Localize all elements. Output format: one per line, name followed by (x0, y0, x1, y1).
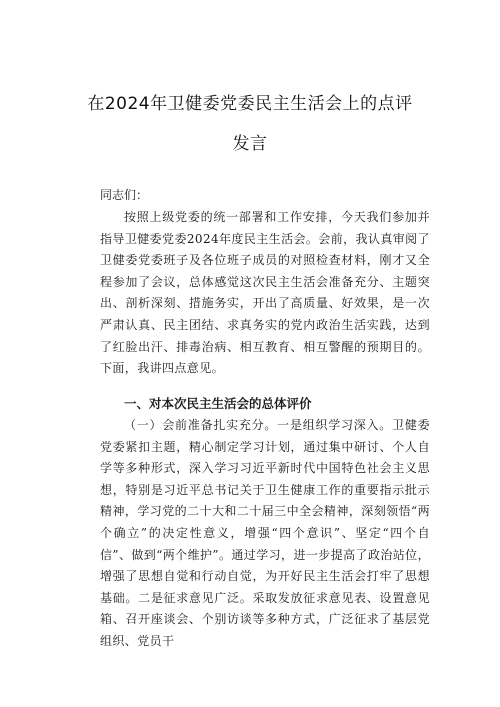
paragraph-evaluation: （一）会前准备扎实充分。一是组织学习深入。卫健委党委紧扣主题，精心制定学习计划，通过集中研讨、个人自学等多种形式，深入学习习近平新时代中国特色社会主义思想，特别是习近平总书记关于卫生健康工作的重要指示批示精神，学习党的二十大和二十届三中全会精神，深刻领悟“两个确立”的决定性意义，增强“四个意识”、坚定“四个自信”、做到“两个维护”。通过学习，进一步提高了政治站位，增强了思想自觉和行动自觉，为开好民主生活会打牢了思想基础。二是征求意见广泛。采取发放征求意见表、设置意见箱、召开座谈会、个别访谈等多种方式，广泛征求了基层党组织、党员干 (100, 418, 430, 648)
document-title-line1: 在2024年卫健委党委民主生活会上的点评 (87, 94, 413, 114)
paragraph-intro: 按照上级党委的统一部署和工作安排，今天我们参加并指导卫健委党委2024年度民主生活会。会前，我认真审阅了卫健委党委班子及各位班子成员的对照检查材料，刚才又全程参加了会议，总体感觉这次民主生活会准备充分、主题突出、剖析深刻、措施务实，开出了高质量、好效果，是一次严肃认真、民主团结、求真务实的党内政治生活实践，达到了红脸出汗、排毒治病、相互教育、相互警醒的预期目的。下面，我讲四点意见。 (100, 210, 430, 376)
section-heading: 一、对本次民主生活会的总体评价 (124, 396, 312, 411)
document-title-line2: 发言 (232, 134, 268, 154)
salutation: 同志们： (100, 188, 149, 202)
